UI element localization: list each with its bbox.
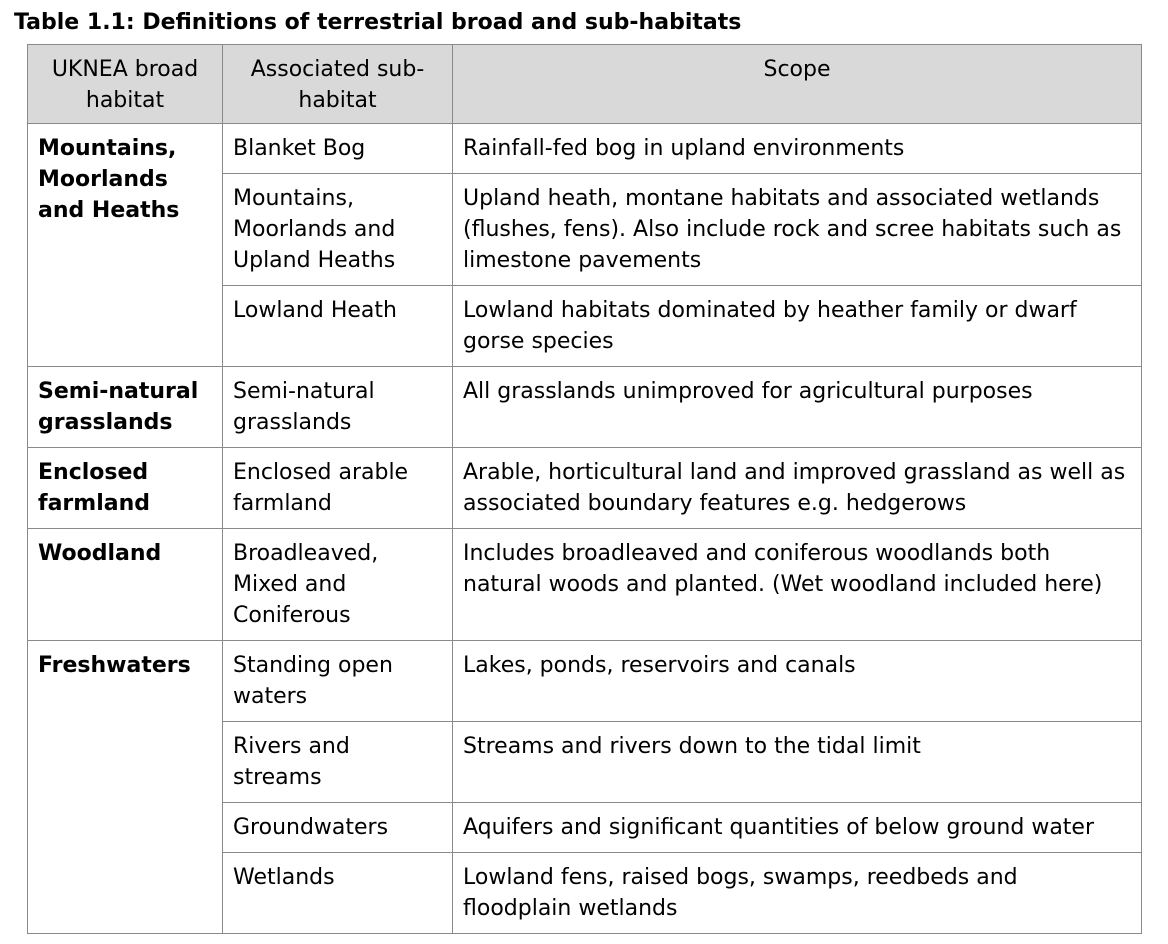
scope-cell: All grasslands unimproved for agricultural purposes xyxy=(453,367,1142,448)
broad-habitat-cell: Semi-natural grasslands xyxy=(28,367,223,448)
scope-cell: Lowland habitats dominated by heather family or dwarf gorse species xyxy=(453,286,1142,367)
sub-habitat-cell: Rivers and streams xyxy=(223,722,453,803)
sub-habitat-cell: Mountains, Moorlands and Upland Heaths xyxy=(223,174,453,286)
sub-habitat-cell: Enclosed arable farmland xyxy=(223,448,453,529)
table-row xyxy=(28,529,1142,641)
scope-cell: Includes broadleaved and coniferous woodlands both natural woods and planted. (Wet woodland included here) xyxy=(453,529,1142,641)
scope-cell: Lakes, ponds, reservoirs and canals xyxy=(453,641,1142,722)
sub-habitat-cell: Semi-natural grasslands xyxy=(223,367,453,448)
header-broad-habitat: UKNEA broad habitat xyxy=(28,45,223,124)
habitats-table xyxy=(27,44,1142,934)
header-row xyxy=(28,45,1142,124)
scope-cell: Upland heath, montane habitats and associated wetlands (flushes, fens). Also include rock and scree habitats such as limestone pavements xyxy=(453,174,1142,286)
sub-habitat-cell: Broadleaved, Mixed and Coniferous xyxy=(223,529,453,641)
sub-habitat-cell: Blanket Bog xyxy=(223,124,453,174)
sub-habitat-cell: Lowland Heath xyxy=(223,286,453,367)
sub-habitat-cell: Standing open waters xyxy=(223,641,453,722)
header-sub-habitat: Associated sub-habitat xyxy=(223,45,453,124)
table-row xyxy=(28,124,1142,174)
scope-cell: Rainfall-fed bog in upland environments xyxy=(453,124,1142,174)
scope-cell: Arable, horticultural land and improved grassland as well as associated boundary features e.g. hedgerows xyxy=(453,448,1142,529)
table-row xyxy=(28,448,1142,529)
sub-habitat-cell: Wetlands xyxy=(223,853,453,934)
table-row xyxy=(28,641,1142,722)
broad-habitat-cell: Enclosed farmland xyxy=(28,448,223,529)
table-caption: Table 1.1: Definitions of terrestrial broad and sub-habitats xyxy=(14,10,742,35)
header-scope: Scope xyxy=(453,45,1142,124)
scope-cell: Lowland fens, raised bogs, swamps, reedbeds and floodplain wetlands xyxy=(453,853,1142,934)
scope-cell: Streams and rivers down to the tidal limit xyxy=(453,722,1142,803)
sub-habitat-cell: Groundwaters xyxy=(223,803,453,853)
scope-cell: Aquifers and significant quantities of below ground water xyxy=(453,803,1142,853)
table-row xyxy=(28,367,1142,448)
broad-habitat-cell: Woodland xyxy=(28,529,223,641)
broad-habitat-cell: Mountains, Moorlands and Heaths xyxy=(28,124,223,367)
broad-habitat-cell: Freshwaters xyxy=(28,641,223,934)
